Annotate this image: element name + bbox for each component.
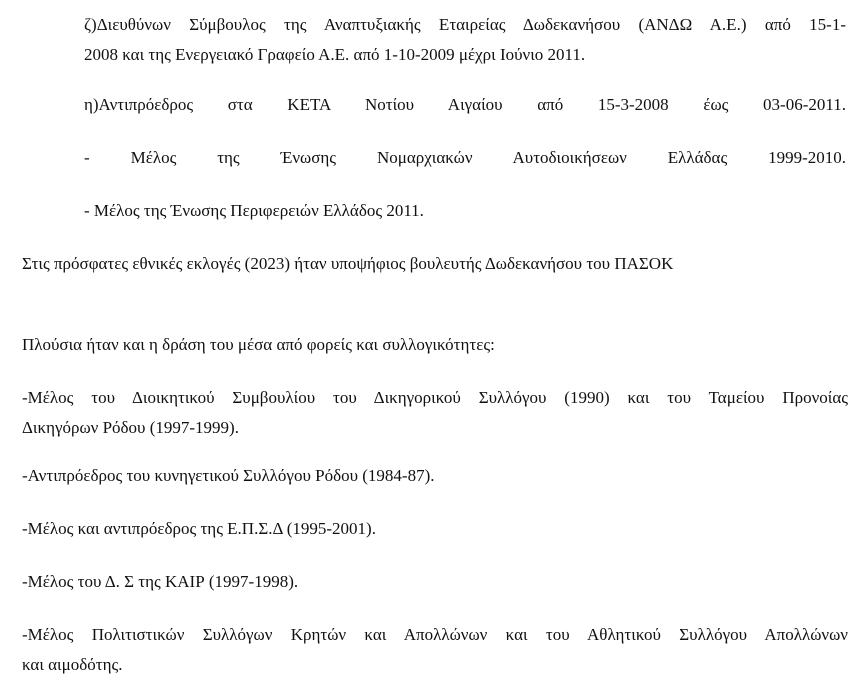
paragraph-line: - Μέλος της Ένωσης Περιφερειών Ελλάδος 2011.	[84, 201, 424, 220]
paragraph-elections-2023	[22, 249, 848, 279]
paragraph-line: και αιμοδότης.	[22, 655, 123, 674]
paragraph-line: - Μέλος της Ένωσης Νομαρχιακών Αυτοδιοικήσεων Ελλάδας 1999-2010.	[84, 148, 846, 167]
paragraph-kair	[22, 567, 848, 597]
paragraph-epsd	[22, 514, 848, 544]
paragraph-line: η)Αντιπρόεδρος στα ΚΕΤΑ Νοτίου Αιγαίου από 15-3-2008 έως 03-06-2011.	[84, 95, 846, 114]
paragraph-line: -Μέλος και αντιπρόεδρος της Ε.Π.Σ.Δ (1995-2001).	[22, 519, 376, 538]
paragraph-line: Στις πρόσφατες εθνικές εκλογές (2023) ήταν υποψήφιος βουλευτής Δωδεκανήσου του ΠΑΣΟΚ	[22, 254, 674, 273]
paragraph-line: ζ)Διευθύνων Σύμβουλος της Αναπτυξιακής Εταιρείας Δωδεκανήσου (ΑΝΔΩ Α.Ε.) από 15-1-	[84, 15, 846, 34]
paragraph-line: -Μέλος του Διοικητικού Συμβουλίου του Δικηγορικού Συλλόγου (1990) και του Ταμείου Προνοίας	[22, 388, 848, 407]
paragraph-line: 2008 και της Ενεργειακό Γραφείο Α.Ε. από 1-10-2009 μέχρι Ιούνιο 2011.	[84, 45, 586, 64]
paragraph-vice-president-keta	[84, 90, 846, 120]
paragraph-line: -Μέλος Πολιτιστικών Συλλόγων Κρητών και Απολλώνων και του Αθλητικού Συλλόγου Απολλώνων	[22, 625, 848, 644]
paragraph-bar-association	[22, 383, 848, 443]
paragraph-member-enae	[84, 143, 846, 173]
paragraph-cultural-associations	[22, 620, 848, 680]
paragraph-hunting-association	[22, 461, 848, 491]
paragraph-line: Δικηγόρων Ρόδου (1997-1999).	[22, 418, 239, 437]
paragraph-line: -Αντιπρόεδρος του κυνηγετικού Συλλόγου Ρόδου (1984-87).	[22, 466, 435, 485]
paragraph-line: -Μέλος του Δ. Σ της ΚΑΙΡ (1997-1998).	[22, 572, 299, 591]
paragraph-line: Πλούσια ήταν και η δράση του μέσα από φορείς και συλλογικότητες:	[22, 335, 495, 354]
paragraph-member-enpe	[84, 196, 846, 226]
paragraph-ceo-ando	[84, 10, 846, 70]
paragraph-activity-intro	[22, 330, 848, 360]
